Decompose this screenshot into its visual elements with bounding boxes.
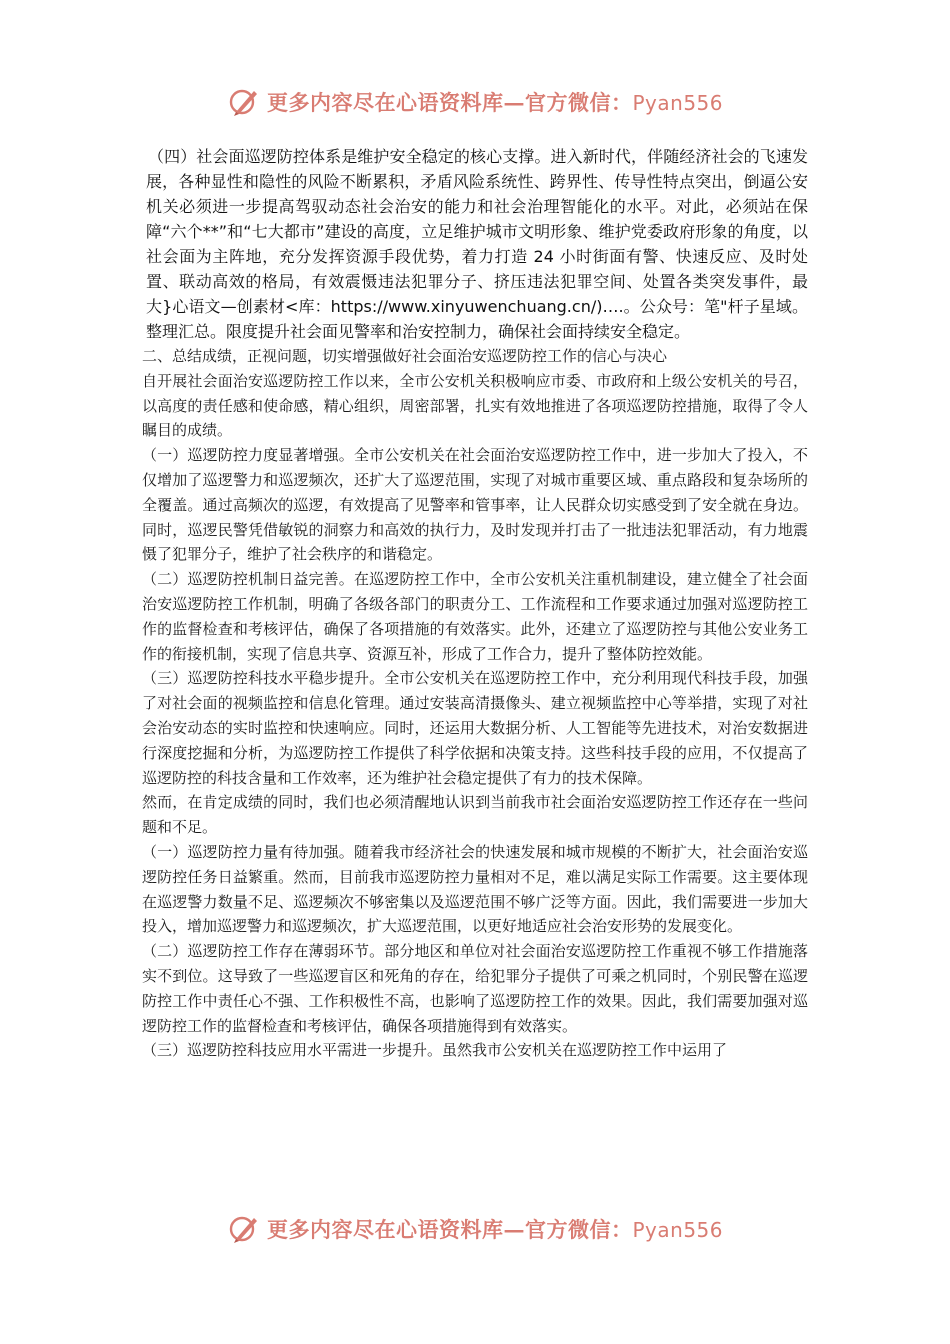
section-heading: 二、总结成绩，正视问题，切实增强做好社会面治安巡逻防控工作的信心与决心	[142, 347, 668, 365]
paragraph: （三）巡逻防控科技水平稳步提升。全市公安机关在巡逻防控工作中，充分利用现代科技手段，加强了对社会面的视频监控和信息化管理。通过安装高清摄像头、建立视频监控中心等举措，实现了对社会治安动态的实时监控和快速响应。同时，还运用大数据分析、人工智能等先进技术，对治安数据进行深度挖掘和分析，为巡逻防控工作提供了科学依据和决策支持。这些科技手段的应用，不仅提高了巡逻防控的科技含量和工作效率，还为维护社会稳定提供了有力的技术保障。	[142, 669, 808, 787]
paragraph: 然而，在肯定成绩的同时，我们也必须清醒地认识到当前我市社会面治安巡逻防控工作还存在一些问题和不足。	[142, 793, 808, 837]
paragraph: （二）巡逻防控机制日益完善。在巡逻防控工作中，全市公安机关注重机制建设，建立健全了社会面治安巡逻防控工作机制，明确了各级各部门的职责分工、工作流程和工作要求通过加强对巡逻防控工作的监督检查和考核评估，确保了各项措施的有效落实。此外，还建立了巡逻防控与其他公安业务工作的衔接机制，实现了信息共享、资源互补，形成了工作合力，提升了整体防控效能。	[142, 570, 808, 663]
watermark-text: 更多内容尽在心语资料库—官方微信：Pyan556	[266, 1217, 723, 1242]
paragraph: （一）巡逻防控力量有待加强。随着我市经济社会的快速发展和城市规模的不断扩大，社会面治安巡逻防控任务日益繁重。然而，目前我市巡逻防控力量相对不足，难以满足实际工作需要。这主要体现在巡逻警力数量不足、巡逻频次不够密集以及巡逻范围不够广泛等方面。因此，我们需要进一步加大投入，增加巡逻警力和巡逻频次，扩大巡逻范围，以更好地适应社会治安形势的发展变化。	[142, 842, 808, 936]
paragraph: （一）巡逻防控力度显著增强。全市公安机关在社会面治安巡逻防控工作中，进一步加大了投入，不仅增加了巡逻警力和巡逻频次，还扩大了巡逻范围，实现了对城市重要区域、重点路段和复杂场所的全覆盖。通过高频次的巡逻，有效提高了见警率和管事率，让人民群众切实感受到了安全就在身边。同时，巡逻民警凭借敏锐的洞察力和高效的执行力，及时发现并打击了一批违法犯罪活动，有力地震慑了犯罪分子，维护了社会秩序的和谐稳定。	[142, 446, 808, 564]
watermark-text: 更多内容尽在心语资料库—官方微信：Pyan556	[266, 90, 723, 115]
pen-logo-icon	[227, 85, 261, 119]
pen-logo-icon	[227, 1212, 261, 1246]
watermark-wechat-id: Pyan556	[632, 91, 723, 115]
watermark-header	[0, 80, 950, 124]
paragraph: （二）巡逻防控工作存在薄弱环节。部分地区和单位对社会面治安巡逻防控工作重视不够工作措施落实不到位。这导致了一些巡逻盲区和死角的存在，给犯罪分子提供了可乘之机同时，个别民警在巡逻防控工作中责任心不强、工作积极性不高，也影响了巡逻防控工作的效果。因此，我们需要加强对巡逻防控工作的监督检查和考核评估，确保各项措施得到有效落实。	[142, 942, 808, 1035]
paragraph-intro: （四）社会面巡逻防控体系是维护安全稳定的核心支撑。进入新时代，伴随经济社会的飞速发展，各种显性和隐性的风险不断累积，矛盾风险系统性、跨界性、传导性特点突出，倒逼公安机关必须进一步提高驾驭动态社会治安的能力和社会治理智能化的水平。对此，必须站在保障“六个**”和“七大都市”建设的高度，立足维护城市文明形象、维护党委政府形象的角度，以社会面为主阵地，充分发挥资源手段优势，着力打造 24 小时街面有警、快速反应、及时处置、联动高效的格局，有效震慑违法犯罪分子、挤压违法犯罪空间、处置各类突发事件，最大}心语文—创素材<库：https://www.xinyuwenchuang.cn/)….。公众号：笔"杆子星域。整理汇总。限度提升社会面见警率和治安控制力，确保社会面持续安全稳定。	[146, 147, 808, 341]
watermark-wechat-id: Pyan556	[632, 1218, 723, 1242]
paragraph: （三）巡逻防控科技应用水平需进一步提升。虽然我市公安机关在巡逻防控工作中运用了	[142, 1041, 728, 1060]
paragraph: 自开展社会面治安巡逻防控工作以来，全市公安机关积极响应市委、市政府和上级公安机关的号召，以高度的责任感和使命感，精心组织，周密部署，扎实有效地推进了各项巡逻防控措施，取得了令人瞩目的成绩。	[142, 371, 808, 440]
document-body	[142, 144, 808, 1063]
watermark-footer	[0, 1207, 950, 1251]
